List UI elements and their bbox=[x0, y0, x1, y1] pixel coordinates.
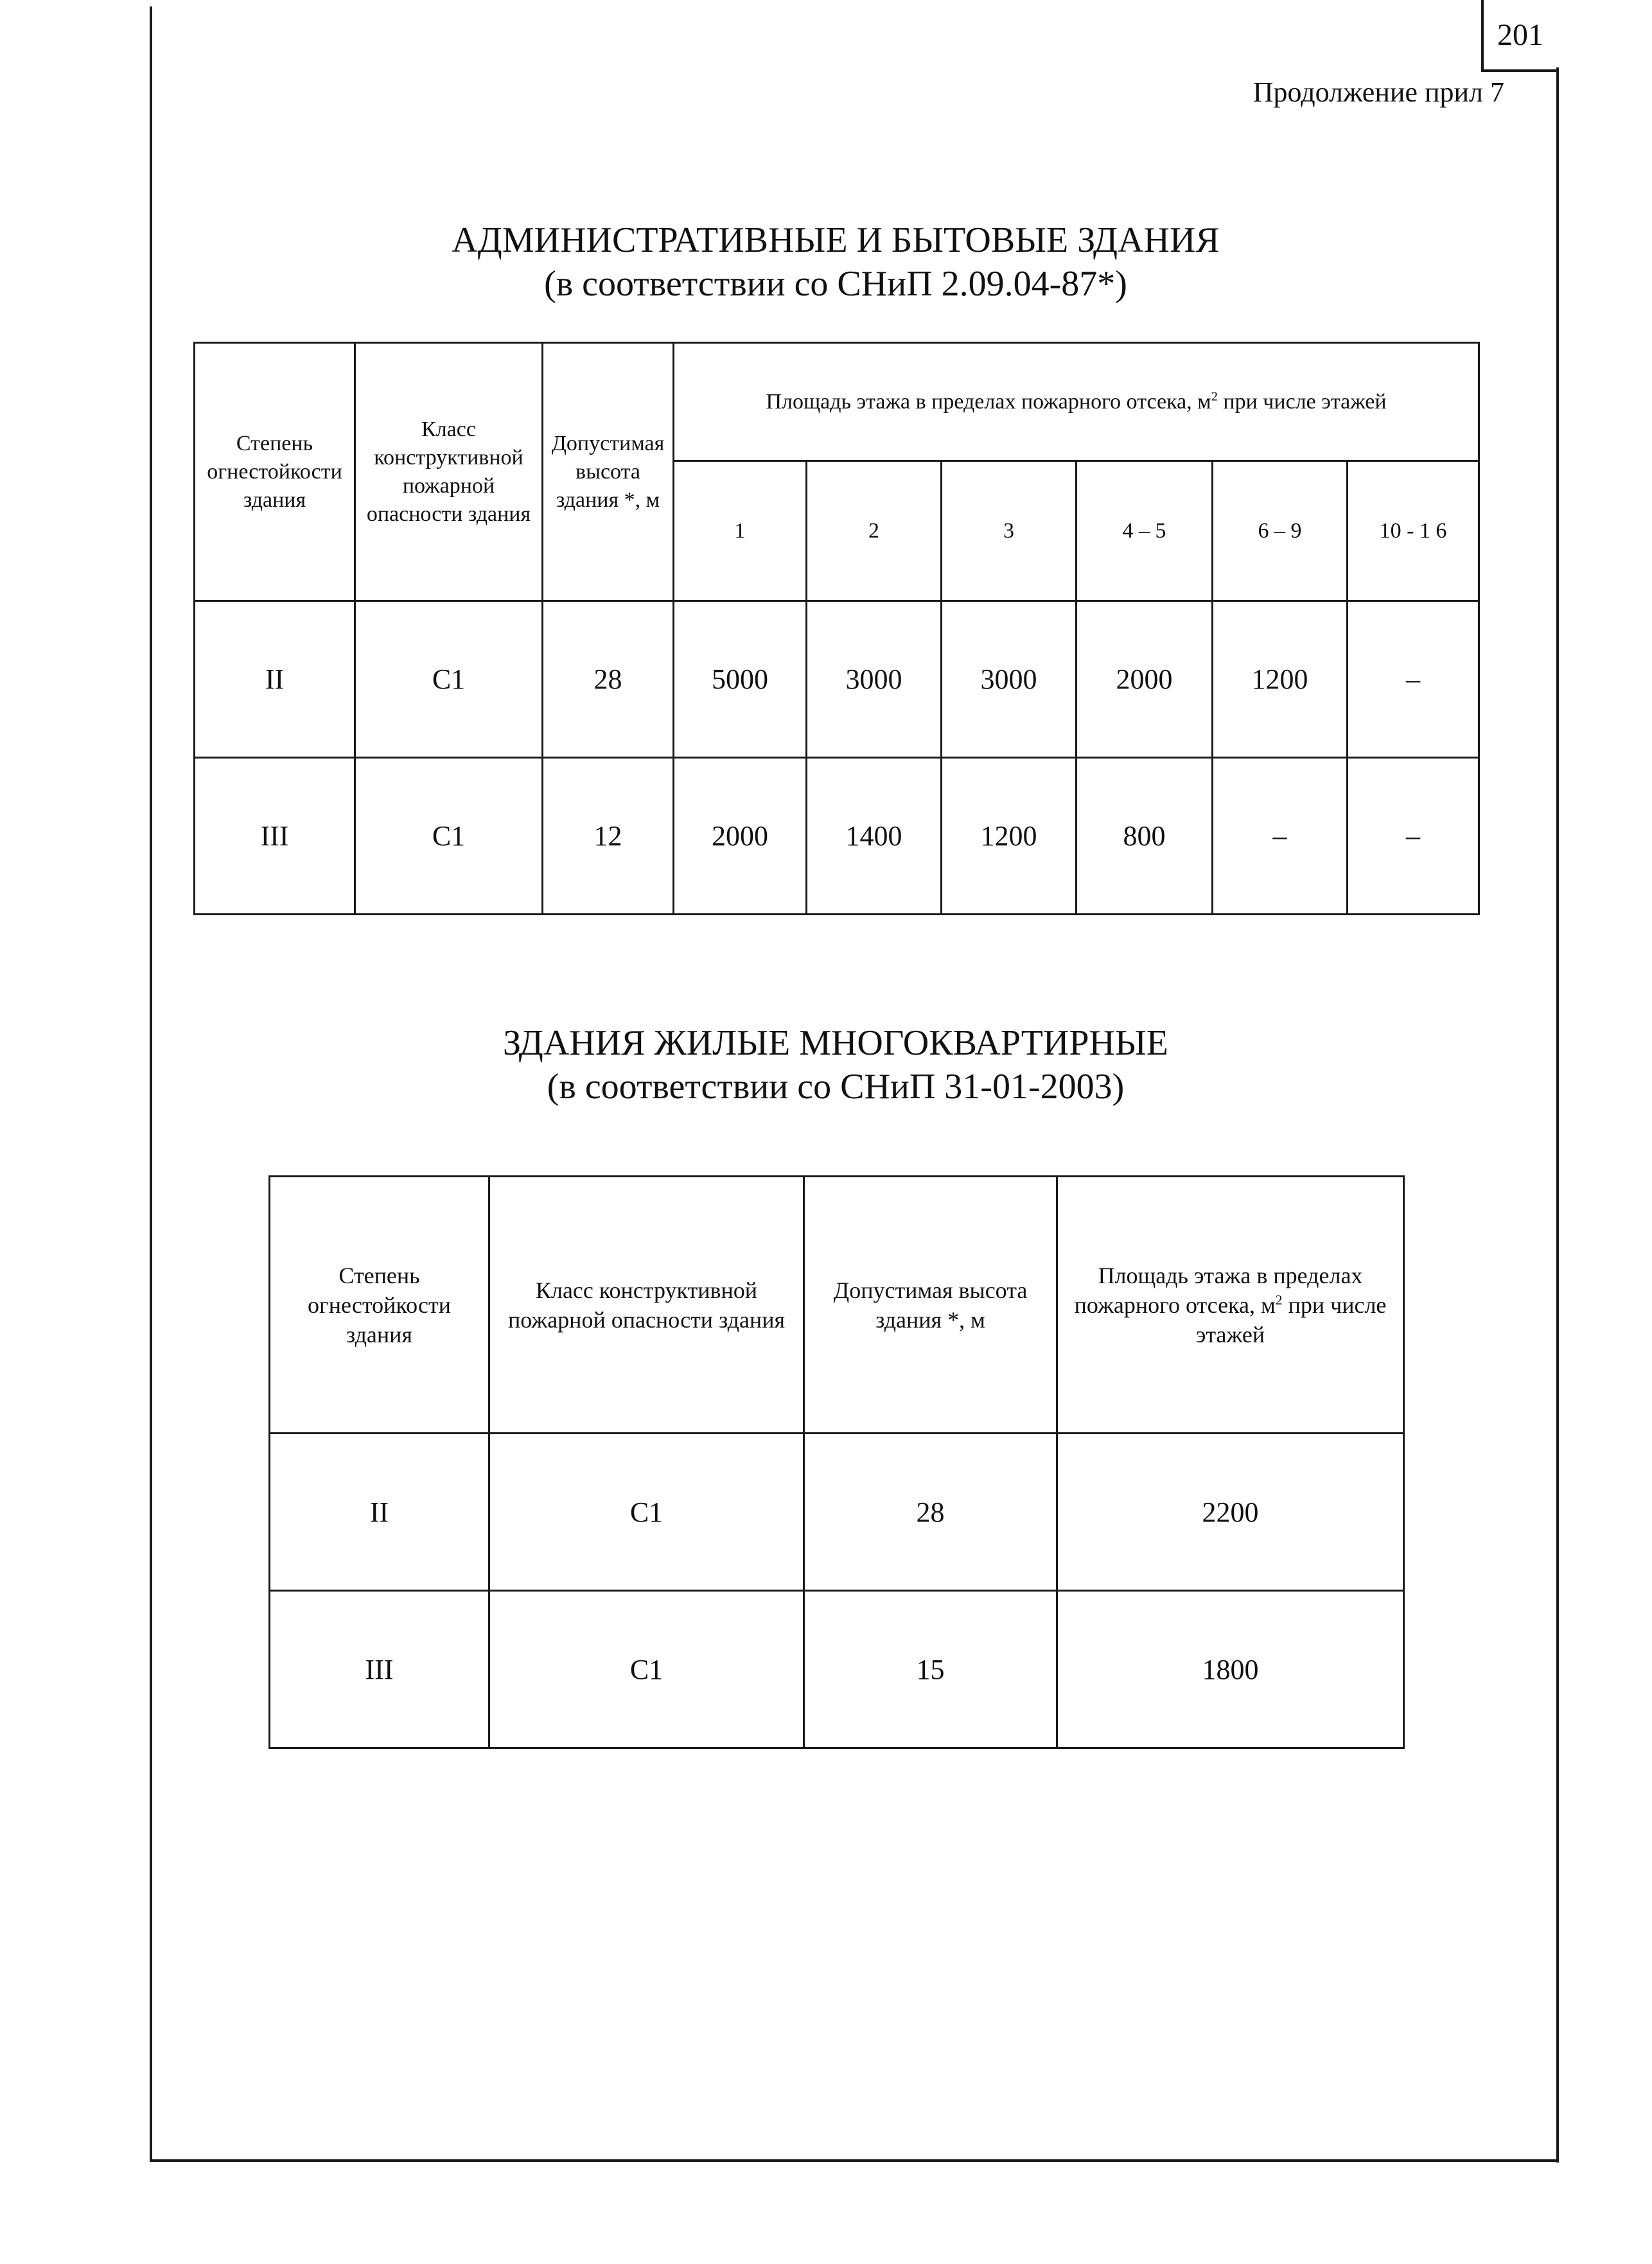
page-frame-right bbox=[1556, 67, 1559, 2163]
cell-class: C1 bbox=[489, 1434, 804, 1591]
header-area bbox=[1057, 1177, 1404, 1434]
header-floors: 1 bbox=[674, 461, 807, 601]
header-area-suffix: при числе этажей bbox=[1195, 1292, 1387, 1347]
header-floors: 2 bbox=[807, 461, 942, 601]
admin-buildings-table bbox=[193, 342, 1480, 915]
cell-degree: II bbox=[270, 1434, 489, 1591]
header-class: Класс конструктивной пожарной опасности здания bbox=[489, 1177, 804, 1434]
page-frame-bottom bbox=[150, 2159, 1559, 2162]
cell-area: 5000 bbox=[674, 601, 807, 758]
cell-degree: II bbox=[195, 601, 355, 758]
cell-area: 3000 bbox=[942, 601, 1076, 758]
header-floors: 10 - 1 6 bbox=[1348, 461, 1479, 601]
residential-buildings-table bbox=[268, 1175, 1405, 1749]
cell-area: 2000 bbox=[674, 758, 807, 915]
section2-subtitle: (в соответствии со СНиП 31-01-2003) bbox=[547, 1067, 1125, 1107]
section1-heading bbox=[193, 218, 1478, 306]
section1-subtitle: (в соответствии со СНиП 2.09.04-87*) bbox=[544, 264, 1127, 304]
table-row bbox=[195, 758, 1479, 915]
cell-area: 1200 bbox=[942, 758, 1076, 915]
cell-class: C1 bbox=[355, 758, 543, 915]
cell-area: 3000 bbox=[807, 601, 942, 758]
cell-area: 2000 bbox=[1076, 601, 1213, 758]
cell-height: 28 bbox=[543, 601, 674, 758]
cell-degree: III bbox=[195, 758, 355, 915]
cell-area: – bbox=[1348, 601, 1479, 758]
header-area-sup: 2 bbox=[1211, 389, 1218, 404]
header-area-prefix: Площадь этажа в пределах пожарного отсека, м bbox=[766, 389, 1211, 414]
cell-area: 1400 bbox=[807, 758, 942, 915]
cell-area: 800 bbox=[1076, 758, 1213, 915]
header-fire-resistance: Степень огнестойкости здания bbox=[270, 1177, 489, 1434]
header-area-suffix: при числе этажей bbox=[1217, 389, 1387, 414]
page-number: 201 bbox=[1481, 0, 1557, 72]
header-area bbox=[674, 343, 1479, 461]
cell-degree: III bbox=[270, 1591, 489, 1748]
section1-title: АДМИНИСТРАТИВНЫЕ И БЫТОВЫЕ ЗДАНИЯ bbox=[452, 220, 1220, 260]
cell-area: 1200 bbox=[1213, 601, 1348, 758]
section2-title: ЗДАНИЯ ЖИЛЫЕ МНОГОКВАРТИРНЫЕ bbox=[503, 1023, 1168, 1063]
header-area-prefix: Площадь этажа в пределах пожарного отсека, м bbox=[1074, 1262, 1363, 1318]
header-floors: 3 bbox=[942, 461, 1076, 601]
section2-heading bbox=[193, 1021, 1478, 1109]
continuation-label: Продолжение прил 7 bbox=[1252, 76, 1504, 108]
page-frame-left bbox=[150, 6, 152, 2161]
cell-area: – bbox=[1348, 758, 1479, 915]
header-floors: 4 – 5 bbox=[1076, 461, 1213, 601]
header-class: Класс конструктивной пожарной опасности здания bbox=[355, 343, 543, 601]
header-floors: 6 – 9 bbox=[1213, 461, 1348, 601]
table-row bbox=[270, 1434, 1404, 1591]
header-height: Допустимая высота здания *, м bbox=[543, 343, 674, 601]
cell-area: 1800 bbox=[1057, 1591, 1404, 1748]
header-height: Допустимая высота здания *, м bbox=[804, 1177, 1057, 1434]
cell-height: 15 bbox=[804, 1591, 1057, 1748]
cell-area: – bbox=[1213, 758, 1348, 915]
cell-height: 12 bbox=[543, 758, 674, 915]
header-fire-resistance: Степень огнестойкости здания bbox=[195, 343, 355, 601]
table-row bbox=[195, 601, 1479, 758]
cell-height: 28 bbox=[804, 1434, 1057, 1591]
cell-class: C1 bbox=[489, 1591, 804, 1748]
table-row bbox=[270, 1591, 1404, 1748]
cell-area: 2200 bbox=[1057, 1434, 1404, 1591]
header-area-sup: 2 bbox=[1275, 1292, 1283, 1308]
cell-class: C1 bbox=[355, 601, 543, 758]
